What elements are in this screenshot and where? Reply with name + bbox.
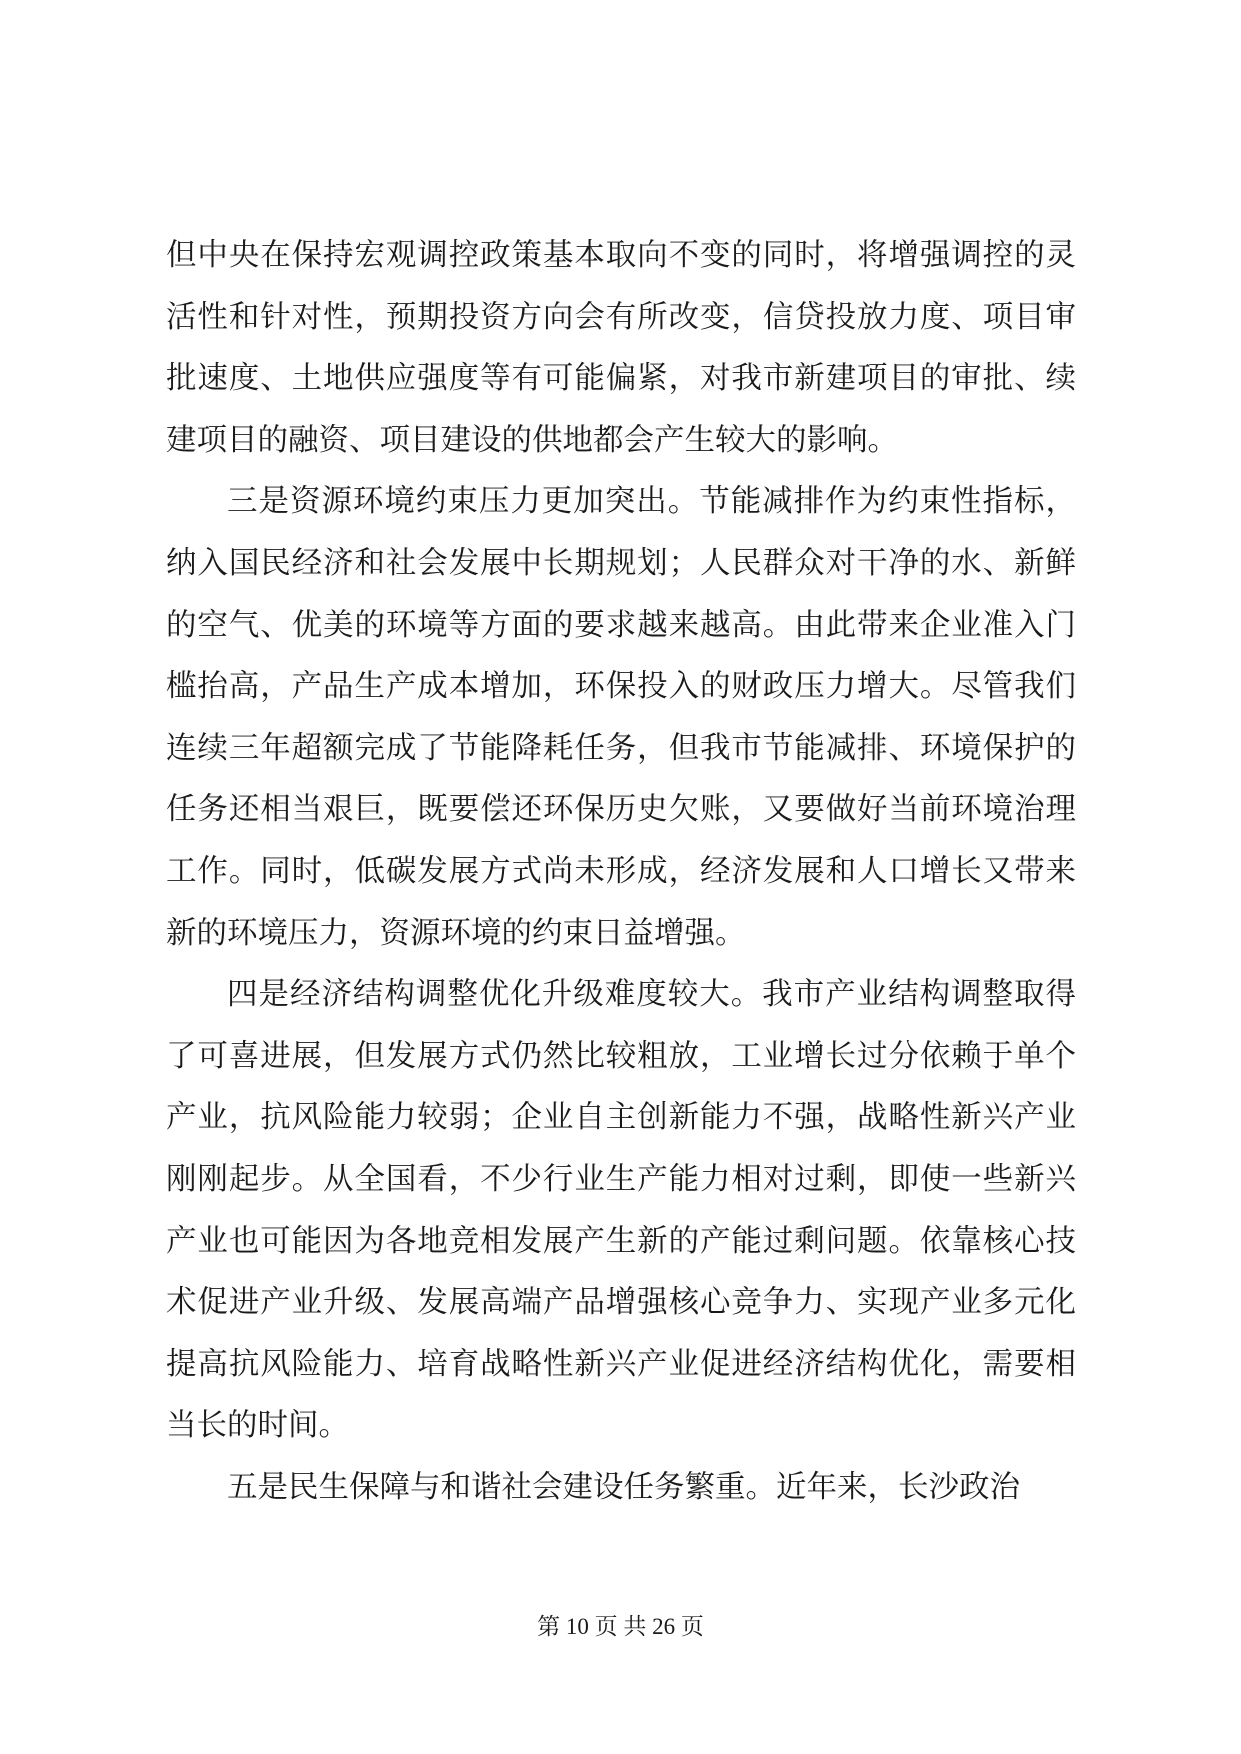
paragraph-1: 但中央在保持宏观调控政策基本取向不变的同时，将增强调控的灵活性和针对性，预期投资方向会有所改变，信贷投放力度、项目审批速度、土地供应强度等有可能偏紧，对我市新建项目的审批、续建项目的融资、项目建设的供地都会产生较大的影响。: [166, 238, 1076, 458]
paragraph-4: 五是民生保障与和谐社会建设任务繁重。近年来，长沙政治: [227, 1469, 1020, 1505]
document-body: [166, 225, 1076, 1518]
page-number-footer: 第 10 页 共 26 页: [537, 1614, 704, 1639]
paragraph-3: 四是经济结构调整优化升级难度较大。我市产业结构调整取得了可喜进展，但发展方式仍然比较粗放，工业增长过分依赖于单个产业，抗风险能力较弱；企业自主创新能力不强，战略性新兴产业刚刚起步。从全国看，不少行业生产能力相对过剩，即使一些新兴产业也可能因为各地竞相发展产生新的产能过剩问题。依靠核心技术促进产业升级、发展高端产品增强核心竞争力、实现产业多元化提高抗风险能力、培育战略性新兴产业促进经济结构优化，需要相当长的时间。: [166, 977, 1076, 1444]
paragraph-2: 三是资源环境约束压力更加突出。节能减排作为约束性指标，纳入国民经济和社会发展中长期规划；人民群众对干净的水、新鲜的空气、优美的环境等方面的要求越来越高。由此带来企业准入门槛抬高，产品生产成本增加，环保投入的财政压力增大。尽管我们连续三年超额完成了节能降耗任务，但我市节能减排、环境保护的任务还相当艰巨，既要偿还环保历史欠账，又要做好当前环境治理工作。同时，低碳发展方式尚未形成，经济发展和人口增长又带来新的环境压力，资源环境的约束日益增强。: [166, 484, 1076, 951]
